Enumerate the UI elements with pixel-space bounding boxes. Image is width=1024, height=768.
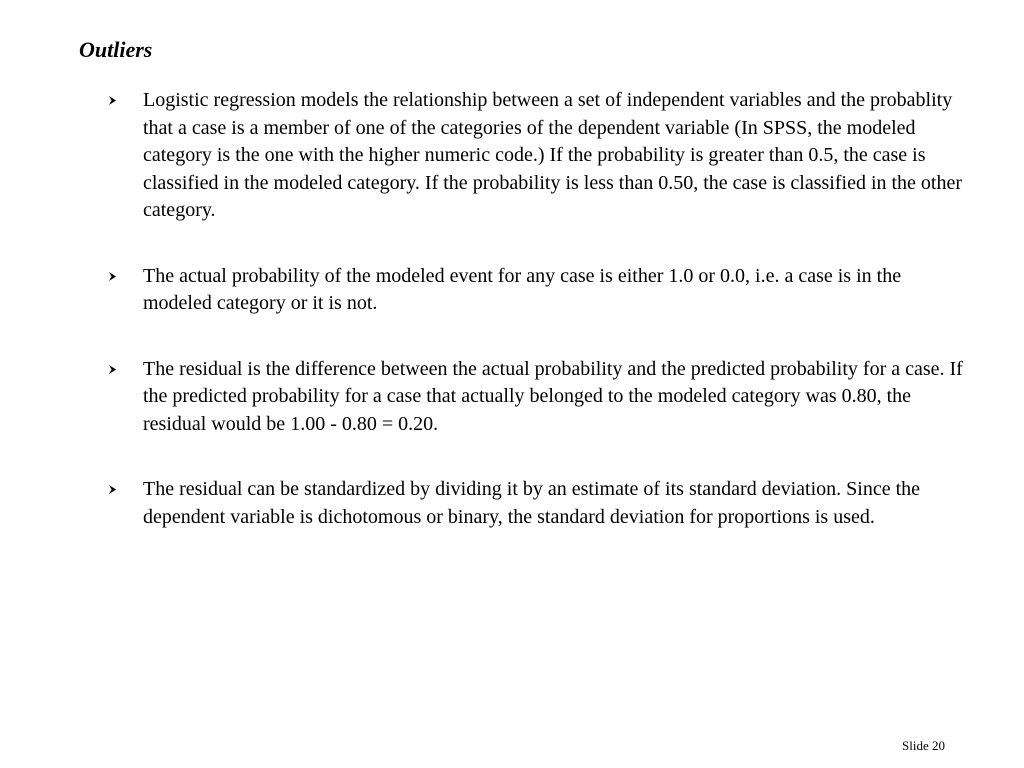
bullet-text: The residual can be standardized by dividing it by an estimate of its standard deviation. Since the dependent variable is dichotomous or binary, the standard deviation for proportions is used.: [143, 478, 921, 528]
slide-title: Outliers: [79, 37, 153, 62]
arrowhead-bullet-icon: [105, 356, 119, 383]
bullet-list: [105, 87, 965, 531]
bullet-item: [105, 476, 965, 531]
slide-number: Slide 20: [902, 738, 945, 753]
bullet-item: [105, 356, 965, 439]
bullet-item: [105, 263, 965, 318]
bullet-text: The residual is the difference between the actual probability and the predicted probability for a case. If the predicted probability for a case that actually belonged to the modeled category was 0.80, the residual would be 1.00 ‑ 0.80 = 0.20.: [143, 357, 963, 435]
arrowhead-bullet-icon: [105, 87, 119, 114]
bullet-item: [105, 87, 965, 225]
arrowhead-bullet-icon: [105, 476, 119, 503]
bullet-text: The actual probability of the modeled event for any case is either 1.0 or 0.0, i.e. a case is in the modeled category or it is not.: [143, 264, 902, 314]
bullet-text: Logistic regression models the relationship between a set of independent variables and the probablity that a case is a member of one of the categories of the dependent variable (In SPSS, the modeled category is the one with the higher numeric code.) If the probability is greater than 0.5, the case is classified in the modeled category. If the probability is less than 0.50, the case is classified in the other category.: [143, 89, 963, 221]
arrowhead-bullet-icon: [105, 263, 119, 290]
